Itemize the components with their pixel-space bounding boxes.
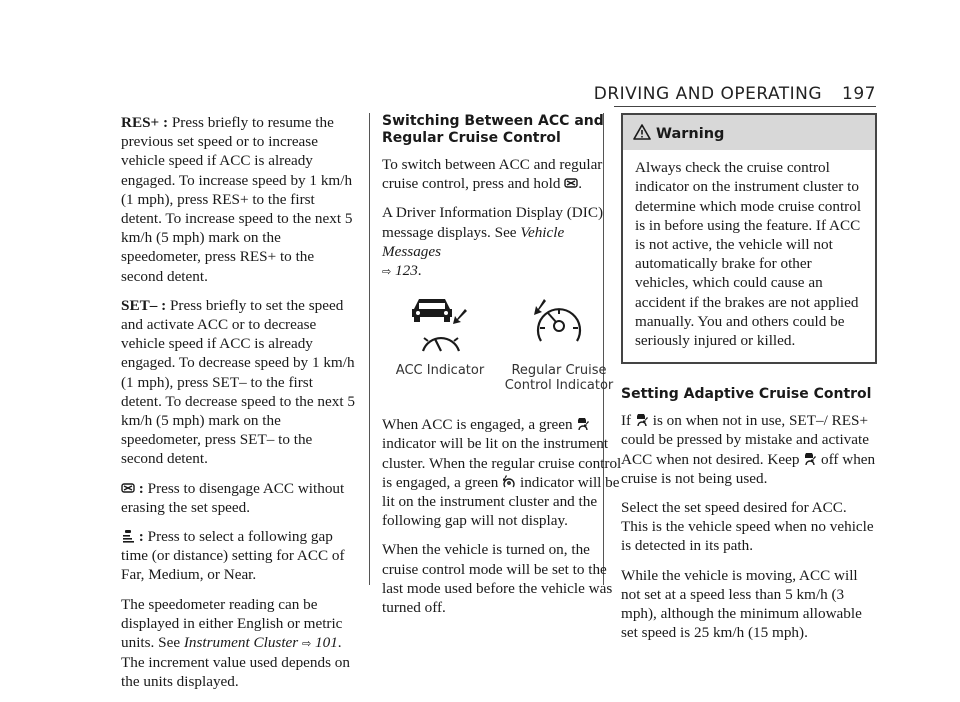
set-paragraph bbox=[121, 296, 357, 469]
indicator-figures bbox=[382, 295, 622, 407]
warning-title: Warning bbox=[656, 126, 725, 142]
header-rule bbox=[614, 106, 876, 107]
page-number: 197 bbox=[842, 84, 876, 104]
warning-header bbox=[623, 115, 875, 150]
set-speed-paragraph: Select the set speed desired for ACC. This is the vehicle speed when no vehicle is detected in its path. bbox=[621, 499, 874, 555]
acc-indicator-icon bbox=[803, 452, 817, 466]
cancel-paragraph bbox=[121, 479, 357, 517]
section-title: DRIVING AND OPERATING bbox=[593, 84, 823, 104]
speedo-text-end: . The increment value used depends on the units displayed. bbox=[121, 634, 350, 691]
instrument-cluster-link[interactable]: Instrument Cluster bbox=[183, 634, 299, 652]
cruise-control-icon bbox=[502, 475, 516, 489]
cruise-indicator-figure bbox=[500, 295, 618, 393]
speedometer-paragraph bbox=[121, 595, 357, 692]
acc-indicator-figure bbox=[388, 295, 492, 378]
column-right bbox=[621, 113, 877, 652]
dic-text-end: . bbox=[417, 262, 422, 280]
engaged-text-a: When ACC is engaged, a green bbox=[382, 416, 577, 434]
min-speed-paragraph: While the vehicle is moving, ACC will not set at a speed less than 5 km/h (3 mph), although the minimum allowable set speed is 25 km/h (15 mph). bbox=[621, 566, 862, 642]
section-heading: Setting Adaptive Cruise Control bbox=[621, 386, 872, 403]
column-left bbox=[121, 113, 357, 702]
column-divider bbox=[369, 113, 370, 585]
section-heading: Switching Between ACC and Regular Cruise Control bbox=[382, 113, 604, 146]
cancel-text: Press to disengage ACC without erasing the set speed. bbox=[121, 479, 345, 516]
gap-paragraph bbox=[121, 527, 357, 585]
acc-indicator-caption: ACC Indicator bbox=[395, 363, 485, 379]
mode-paragraph: When the vehicle is turned on, the cruise control mode will be set to the last mode used before the vehicle was turned off. bbox=[382, 541, 613, 617]
res-paragraph bbox=[121, 113, 357, 286]
cancel-sep: : bbox=[135, 479, 144, 497]
switch-text: To switch between ACC and regular cruise control, press and hold bbox=[382, 156, 603, 193]
dic-paragraph bbox=[382, 203, 622, 281]
speedo-text: The speedometer reading can be displayed in either English or metric units. See bbox=[121, 595, 343, 652]
warning-body: Always check the cruise control indicator on the instrument cluster to determine which mode cruise control is in before using the feature. If ACC is not active, the vehicle will not automatically brake for other vehicles, which could cause an accident if the brakes are not applied manually. You and others could be seriously injured or killed. bbox=[635, 159, 862, 350]
set-acc-text-c: off when cruise is not being used. bbox=[621, 450, 876, 487]
set-acc-paragraph bbox=[621, 411, 877, 488]
page-ref[interactable]: 101 bbox=[311, 634, 338, 652]
engaged-paragraph bbox=[382, 415, 622, 530]
set-acc-text-b: is on when not in use, SET–/ RES+ could be pressed by mistake and activate ACC when not desired. Keep bbox=[621, 412, 869, 468]
warning-triangle-icon bbox=[633, 124, 651, 140]
cruise-cancel-icon bbox=[121, 481, 135, 495]
see-also-arrow-icon: ⇨ bbox=[302, 637, 312, 651]
dic-text: A Driver Information Display (DIC) message displays. See bbox=[382, 204, 604, 241]
cruise-indicator-caption: Regular Cruise Control Indicator bbox=[504, 363, 614, 394]
gap-sep: : bbox=[135, 528, 144, 546]
page-ref[interactable]: 123 bbox=[391, 262, 418, 280]
acc-indicator-icon bbox=[635, 413, 649, 427]
set-label: SET– : bbox=[121, 296, 167, 314]
warning-box bbox=[621, 113, 877, 364]
set-text: Press briefly to set the speed and activate ACC or to decrease vehicle speed if ACC is already engaged. To decrease speed by 1 km/h (1 mph), press SET– to the first detent. To decrease speed to the next 5 km/h (5 mph) mark on the speedometer, press SET– to the second detent. bbox=[121, 296, 355, 468]
cruise-cancel-icon bbox=[564, 176, 578, 190]
column-middle bbox=[382, 113, 622, 627]
see-also-arrow-icon: ⇨ bbox=[382, 265, 392, 279]
following-gap-icon bbox=[121, 529, 135, 543]
set-acc-text-a: If bbox=[621, 412, 635, 430]
engaged-text-b: indicator will be lit on the instrument cluster. When the regular cruise control is engaged, a green bbox=[382, 435, 622, 491]
switch-paragraph bbox=[382, 155, 622, 193]
page-header bbox=[594, 84, 876, 104]
res-label: RES+ : bbox=[121, 114, 169, 131]
gap-text: Press to select a following gap time (or distance) setting for ACC of Far, Medium, or Near. bbox=[121, 528, 345, 584]
acc-indicator-icon bbox=[405, 295, 475, 357]
res-text: Press briefly to resume the previous set speed or to increase vehicle speed if ACC is already engaged. To increase speed by 1 km/h (1 mph), press RES+ to the first detent. To increase speed to the next 5 km/h (5 mph) mark on the speedometer, press RES+ to the second detent. bbox=[121, 114, 353, 285]
engaged-text-c: indicator will be lit on the instrument cluster and the following gap will not display. bbox=[382, 473, 620, 530]
vehicle-messages-link[interactable]: Vehicle Messages bbox=[382, 223, 565, 260]
cruise-control-icon bbox=[524, 295, 594, 357]
switch-text-end: . bbox=[578, 175, 583, 193]
acc-indicator-icon bbox=[576, 417, 590, 431]
